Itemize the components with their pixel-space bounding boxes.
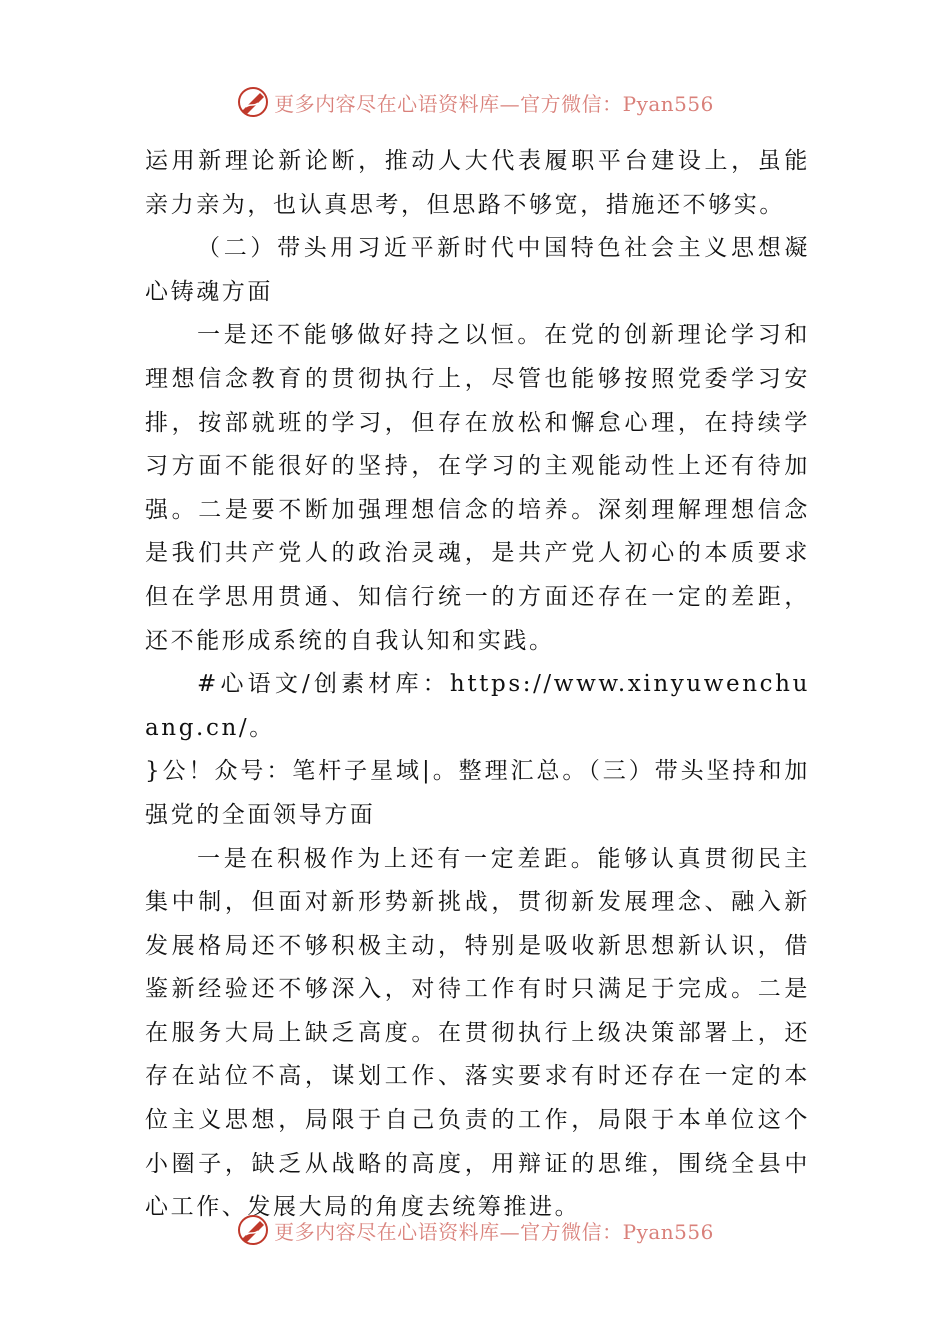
paragraph-section-3: 一是在积极作为上还有一定差距。能够认真贯彻民主集中制，但面对新形势新挑战，贯彻新发展理念、融入新发展格局还不够积极主动，特别是吸收新思想新认识，借鉴新经验还不够深入，对待工作有时只满足于完成。二是在服务大局上缺乏高度。在贯彻执行上级决策部署上，还存在站位不高，谋划工作、落实要求有时还存在一定的本位主义思想，局限于自己负责的工作，局限于本单位这个小圈子，缺乏从战略的高度，用辩证的思维，围绕全县中心工作、发展大局的角度去统筹推进。 (145, 845, 810, 1221)
footer-banner-text: 更多内容尽在心语资料库—官方微信：Pyan556 (274, 1219, 714, 1244)
paragraph-section-2: 一是还不能够做好持之以恒。在党的创新理论学习和理想信念教育的贯彻执行上，尽管也能够按照党委学习安排，按部就班的学习，但存在放松和懈怠心理，在持续学习方面不能很好的坚持，在学习的主观能动性上还有待加强。二是要不断加强理想信念的培养。深刻理解理想信念是我们共产党人的政治灵魂，是共产党人初心的本质要求但在学思用贯通、知信行统一的方面还存在一定的差距，还不能形成系统的自我认知和实践。 (145, 322, 810, 654)
pen-logo-icon (236, 85, 270, 119)
paragraph-continuation: 运用新理论新论断，推动人大代表履职平台建设上，虽能亲力亲为，也认真思考，但思路不够宽，措施还不够实。 (145, 148, 810, 218)
section-heading-2: （二）带头用习近平新时代中国特色社会主义思想凝心铸魂方面 (145, 235, 810, 305)
section-heading-3: }公！众号：笔杆子星域|。整理汇总。（三）带头坚持和加强党的全面领导方面 (145, 758, 810, 828)
pen-logo-icon (236, 1213, 270, 1247)
header-banner (0, 82, 950, 122)
header-banner-text: 更多内容尽在心语资料库—官方微信：Pyan556 (274, 91, 714, 116)
footer-banner (0, 1210, 950, 1250)
watermark-link-line: #心语文/创素材库：https://www.xinyuwenchuang.cn/。 (145, 671, 810, 741)
document-body (145, 140, 810, 1230)
